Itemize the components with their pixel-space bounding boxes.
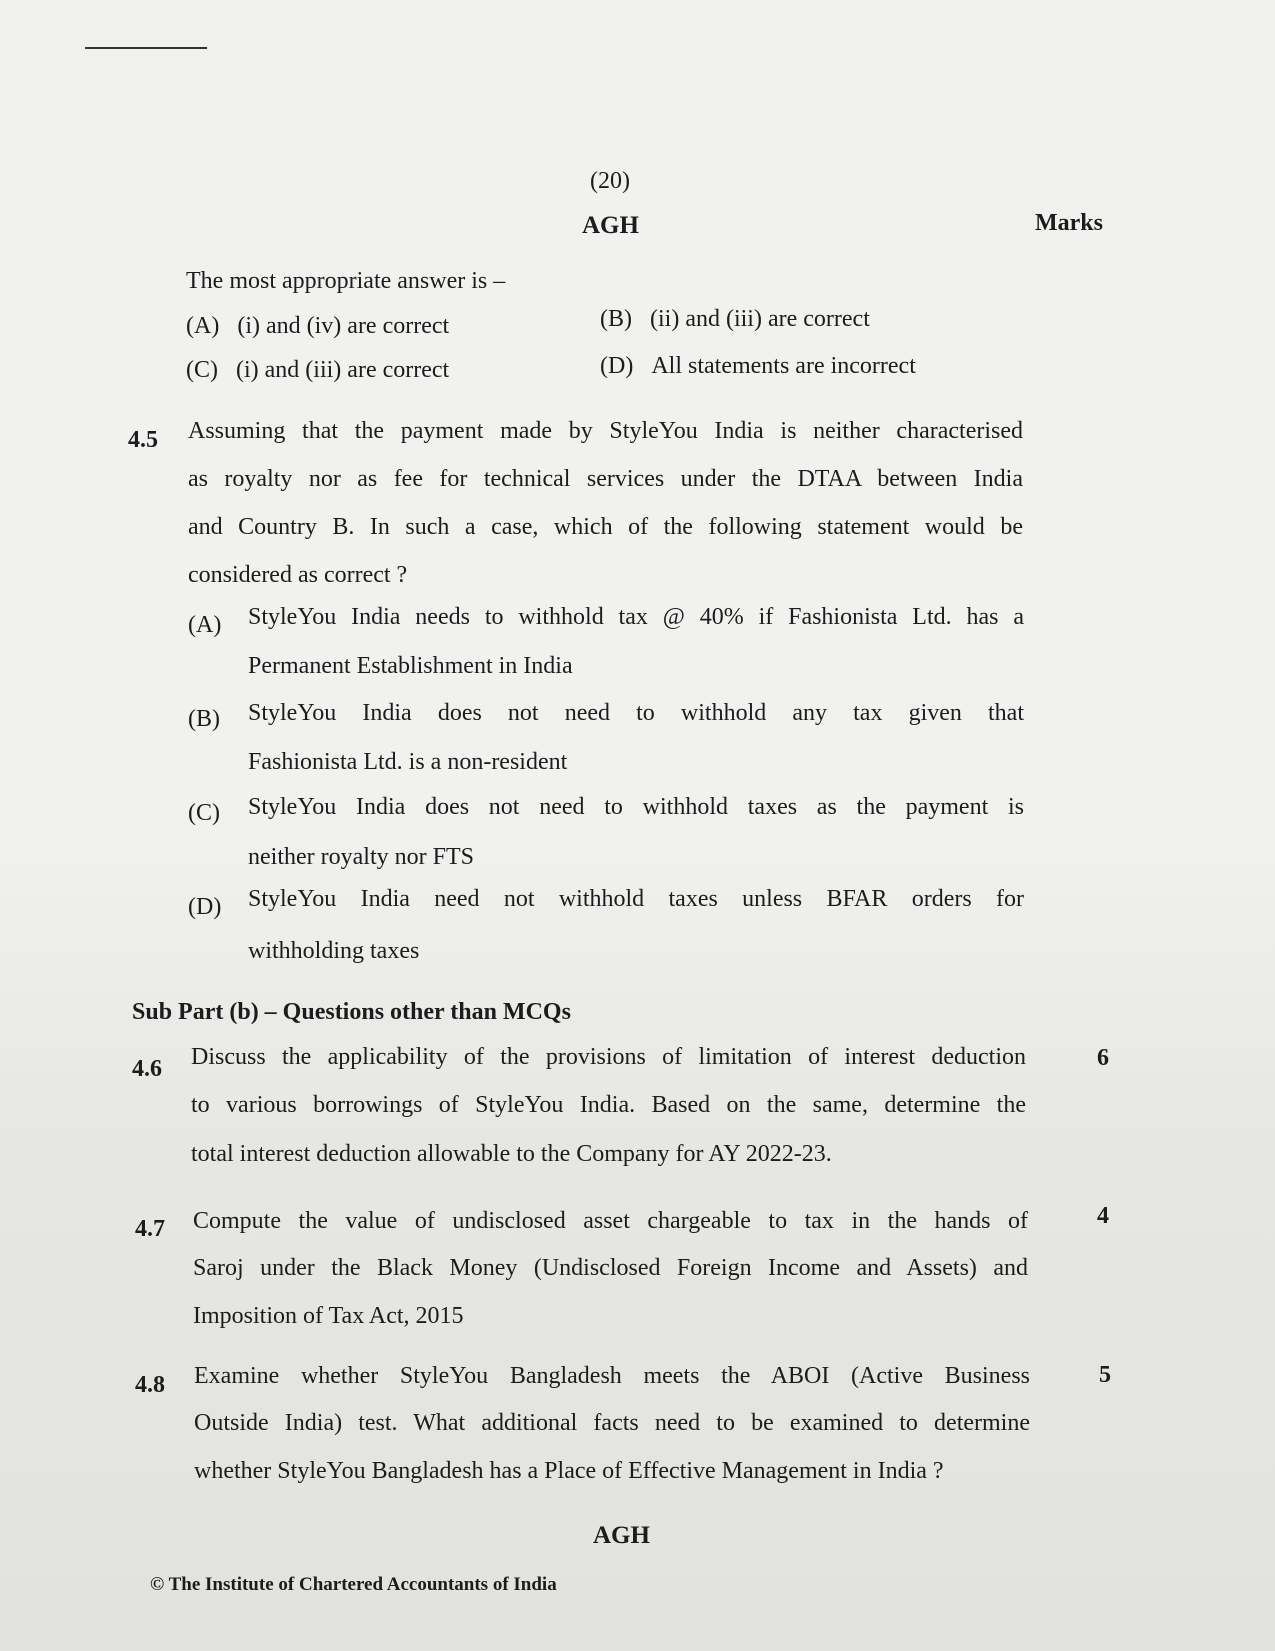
question-text-line: Compute the value of undisclosed asset chargeable to tax in the hands of (193, 1208, 1028, 1234)
option-letter: (D) (600, 353, 634, 379)
option-text-line: StyleYou India need not withhold taxes unless BFAR orders for (248, 886, 1024, 912)
option-letter: (D) (188, 894, 222, 920)
question-text-line: whether StyleYou Bangladesh has a Place of Effective Management in India ? (194, 1458, 944, 1484)
prev-option-d (600, 353, 916, 380)
option-text-line: Permanent Establishment in India (248, 653, 573, 679)
paper-code-bottom: AGH (593, 1522, 650, 1549)
option-text-line: StyleYou India does not need to withhold any tax given that (248, 700, 1024, 726)
question-number: 4.8 (135, 1372, 165, 1398)
question-text-line: and Country B. In such a case, which of the following statement would be (188, 514, 1023, 540)
question-text-line: to various borrowings of StyleYou India. Based on the same, determine the (191, 1092, 1026, 1118)
question-number: 4.5 (128, 427, 158, 453)
question-text-line: Saroj under the Black Money (Undisclosed Foreign Income and Assets) and (193, 1255, 1028, 1281)
section-heading: Sub Part (b) – Questions other than MCQs (132, 999, 571, 1025)
option-letter: (A) (188, 612, 222, 638)
option-letter: (B) (188, 706, 220, 732)
marks-label: Marks (1035, 210, 1103, 236)
option-text: (ii) and (iii) are correct (650, 306, 870, 332)
option-letter: (C) (186, 357, 218, 383)
prev-option-c (186, 357, 449, 384)
corner-rule (85, 47, 207, 49)
option-letter: (B) (600, 306, 632, 332)
option-text-line: withholding taxes (248, 938, 420, 964)
question-marks: 4 (1097, 1203, 1109, 1229)
prev-question-prompt: The most appropriate answer is – (186, 268, 506, 294)
question-marks: 6 (1097, 1045, 1109, 1071)
prev-option-a (186, 313, 449, 340)
question-text-line: Assuming that the payment made by StyleYou India is neither characterised (188, 418, 1023, 444)
page-number: (20) (590, 168, 630, 194)
option-text: (i) and (iii) are correct (236, 357, 450, 383)
question-text-line: considered as correct ? (188, 562, 408, 588)
prev-option-b (600, 306, 870, 333)
copyright-footer: © The Institute of Chartered Accountants of India (150, 1574, 557, 1595)
option-text-line: StyleYou India needs to withhold tax @ 40% if Fashionista Ltd. has a (248, 604, 1024, 630)
question-text-line: total interest deduction allowable to the Company for AY 2022-23. (191, 1141, 832, 1167)
option-letter: (C) (188, 800, 220, 826)
question-number: 4.6 (132, 1056, 162, 1082)
option-text-line: StyleYou India does not need to withhold taxes as the payment is (248, 794, 1024, 820)
option-text: All statements are incorrect (651, 353, 916, 379)
question-text-line: Outside India) test. What additional facts need to be examined to determine (194, 1410, 1030, 1436)
question-text-line: Discuss the applicability of the provisions of limitation of interest deduction (191, 1044, 1026, 1070)
question-number: 4.7 (135, 1216, 165, 1242)
option-text-line: Fashionista Ltd. is a non-resident (248, 749, 568, 775)
option-letter: (A) (186, 313, 220, 339)
option-text-line: neither royalty nor FTS (248, 844, 474, 870)
question-text-line: as royalty nor as fee for technical services under the DTAA between India (188, 466, 1023, 492)
question-marks: 5 (1099, 1362, 1111, 1388)
question-text-line: Examine whether StyleYou Bangladesh meets the ABOI (Active Business (194, 1363, 1030, 1389)
question-text-line: Imposition of Tax Act, 2015 (193, 1303, 464, 1329)
option-text: (i) and (iv) are correct (237, 313, 450, 339)
paper-code-top: AGH (582, 212, 639, 239)
